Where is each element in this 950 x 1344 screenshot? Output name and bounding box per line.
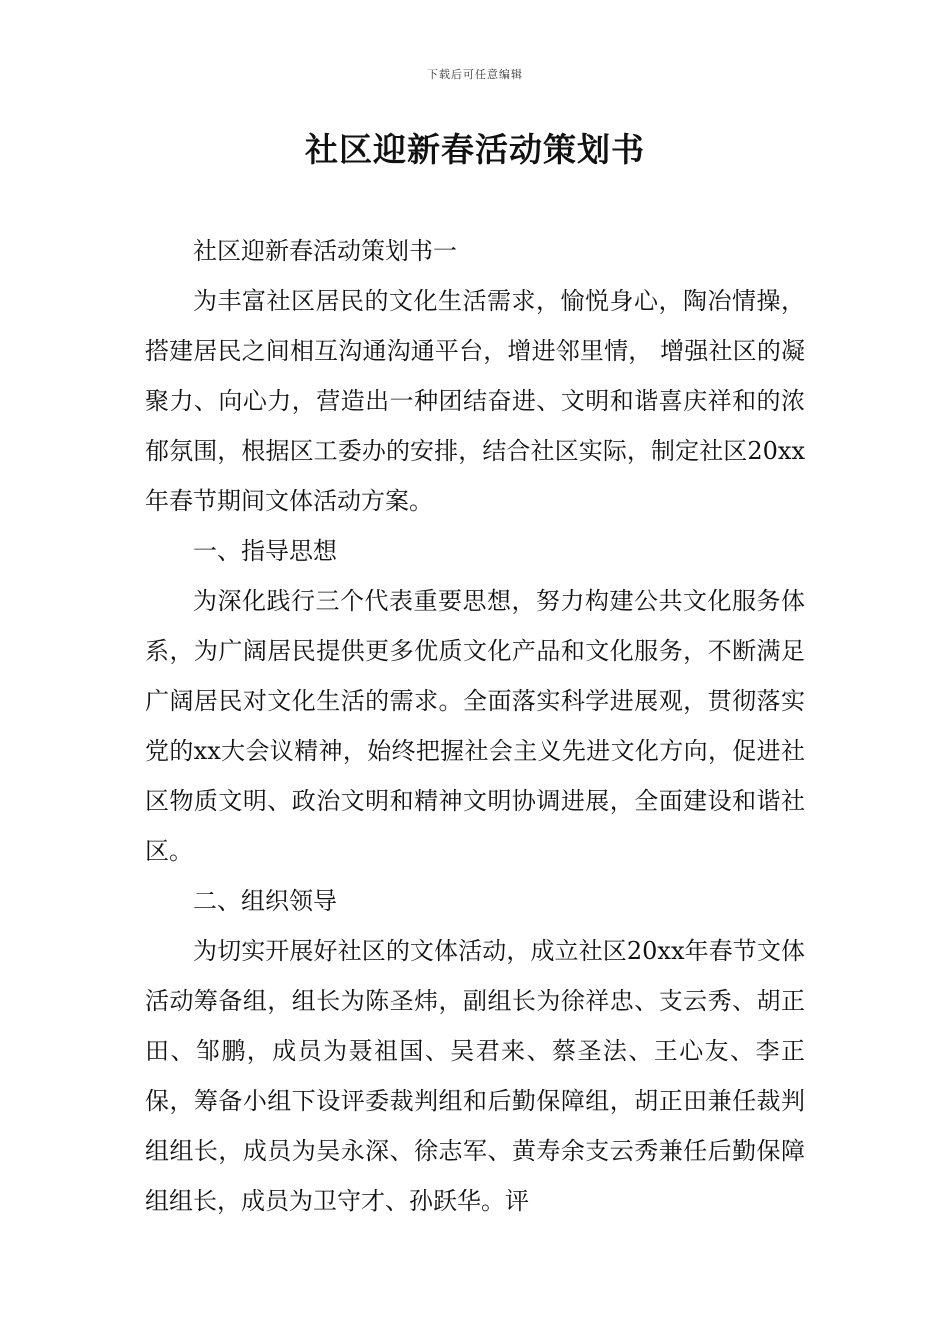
document-title: 社区迎新春活动策划书	[305, 130, 645, 169]
section-heading-guiding-thought: 一、指导思想	[193, 537, 337, 565]
subtitle-paragraph: 社区迎新春活动策划书一	[193, 237, 457, 265]
section-heading-organization: 二、组织领导	[193, 887, 337, 915]
guiding-thought-paragraph: 为深化践行三个代表重要思想，努力构建公共文化服务体系，为广阔居民提供更多优质文化产品和文化服务，不断满足广阔居民对文化生活的需求。全面落实科学进展观，贯彻落实党的xx大会议精神，始终把握社会主义先进文化方向，促进社区物质文明、政治文明和精神文明协调进展，全面建设和谐社区。	[145, 587, 805, 865]
document-body	[145, 226, 805, 1226]
header-note: 下载后可任意编辑	[427, 68, 523, 81]
intro-paragraph: 为丰富社区居民的文化生活需求，愉悦身心，陶冶情操，搭建居民之间相互沟通沟通平台，增进邻里情， 增强社区的凝聚力、向心力，营造出一种团结奋进、文明和谐喜庆祥和的浓郁氛围，根据区工委办的安排，结合社区实际，制定社区20xx年春节期间文体活动方案。	[145, 287, 805, 515]
organization-paragraph: 为切实开展好社区的文体活动，成立社区20xx年春节文体活动筹备组，组长为陈圣炜，副组长为徐祥忠、支云秀、胡正田、邹鹏，成员为聂祖国、吴君来、蔡圣法、王心友、李正保，筹备小组下设评委裁判组和后勤保障组，胡正田兼任裁判组组长，成员为吴永深、徐志军、黄寿余支云秀兼任后勤保障组组长，成员为卫守才、孙跃华。评	[145, 937, 805, 1215]
